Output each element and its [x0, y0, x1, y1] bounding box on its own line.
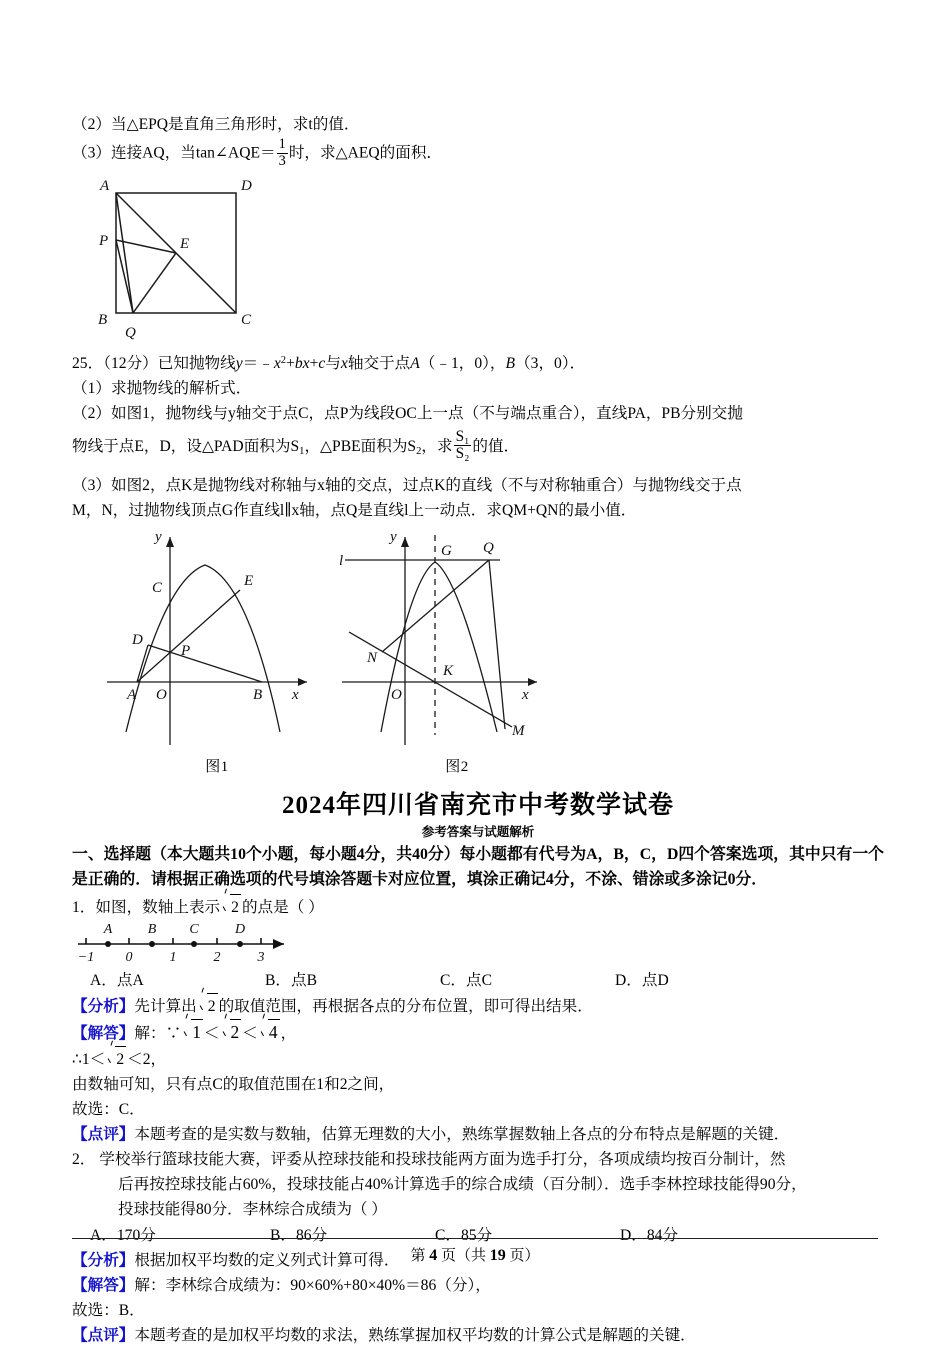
- q24-part3-pre: （3）连接AQ，当tan∠AQE＝: [72, 144, 276, 162]
- q24-part3: [72, 137, 884, 169]
- figure-2: [337, 527, 582, 752]
- numberline-tick-1: 1: [169, 949, 177, 965]
- q25-block: [72, 348, 884, 1348]
- label-b: B: [98, 312, 108, 328]
- numberline-tick-2: 2: [213, 949, 221, 965]
- q1-l2-post: ＜2，: [127, 1050, 167, 1068]
- q1-l2-pre: ∴1＜: [72, 1050, 106, 1068]
- section-heading-l3: 涂记0分．: [695, 871, 768, 889]
- fig1-label-c: C: [152, 579, 163, 596]
- section-heading: [72, 842, 884, 893]
- q1-analysis: [72, 993, 884, 1019]
- q2-answer: [72, 1273, 884, 1298]
- q24-part3-post: 时，求△AEQ的面积．: [288, 144, 443, 162]
- q1-option-d[interactable]: D．点D: [615, 971, 669, 989]
- label-c: C: [241, 312, 252, 328]
- q1-number-line: [72, 920, 884, 968]
- point-a-dot: [105, 941, 111, 947]
- q1-comment: [72, 1122, 884, 1147]
- q2-option-b[interactable]: B．86分: [270, 1226, 328, 1244]
- page-subtitle: 参考答案与试题解析: [421, 823, 535, 839]
- q25-p2-end: 的值．: [472, 437, 520, 455]
- point-b-dot: [149, 941, 155, 947]
- q24-part2: （2）当△EPQ是直角三角形时，求t的值．: [72, 116, 360, 133]
- numberline-label-b: B: [147, 921, 157, 937]
- q25-p2-post: ，求: [421, 437, 453, 455]
- q1-analysis-post: 的取值范围，再根据各点的分布位置，即可得出结果．: [218, 997, 593, 1015]
- sqrt-2-icon: 2: [221, 1019, 242, 1045]
- numberline-tick-0: 0: [125, 949, 133, 965]
- q25-part3-line1: （3）如图2，点K是抛物线对称轴与x轴的交点，过点K的直线（不与对称轴重合）与抛物线交于点: [72, 476, 742, 494]
- fig1-label-b: B: [253, 686, 263, 703]
- label-p: P: [99, 233, 109, 249]
- q25-part3-line2: M，N，过抛物线顶点G作直线l∥x轴，点Q是直线l上一动点．求QM+QN的最小值．: [72, 501, 637, 519]
- footer-prefix: 第: [410, 1248, 426, 1264]
- q25-stem: 25．（12分）已知抛物线$y=﹣x^2+bx+c$与x轴交于点A（﹣1，0），B（3，0）．: [72, 354, 586, 372]
- q1-stem-pre: 1．如图，数轴上表示: [72, 898, 221, 916]
- q1-answer-line4: 故选：C．: [72, 1100, 145, 1118]
- fig1-line-db: [148, 642, 262, 682]
- numberline-tick-neg1: −1: [77, 949, 95, 965]
- fig1-x-arrow: [298, 678, 307, 686]
- fig2-label-n: N: [367, 649, 378, 666]
- answer-tag: 【解答】: [72, 1276, 135, 1294]
- numberline-arrow: [273, 939, 284, 949]
- sqrt-2-icon: 2: [198, 993, 218, 1019]
- fraction-s1-s2: $\frac{\text{S₁}}{\text{S₂}}$: [455, 427, 470, 463]
- fig2-axis-y: y: [390, 528, 397, 545]
- sqrt-2-icon: 2: [221, 894, 241, 920]
- comment-tag: 【点评】: [72, 1125, 135, 1143]
- q1-options: [72, 968, 884, 993]
- fig1-axis-y: y: [155, 528, 162, 545]
- q2-answer-text: 解：李林综合成绩为：90×60%+80×40%＝86（分），: [134, 1276, 491, 1294]
- fig1-label-d: D: [132, 631, 143, 648]
- q1-stem-post: 的点是（ ）: [241, 898, 324, 916]
- label-a: A: [100, 178, 110, 194]
- q25-sub-2: 2: [416, 445, 422, 457]
- q2-comment-text: 本题考查的是加权平均数的求法，熟练掌握加权平均数的计算公式是解题的关键．: [134, 1326, 696, 1344]
- q1-lt-1: ＜: [203, 1024, 220, 1042]
- q1-answer-line3: 由数轴可知，只有点C的取值范围在1和2之间，: [72, 1075, 395, 1093]
- q2-option-a[interactable]: A．170分: [90, 1226, 156, 1244]
- fig1-label-o: O: [156, 686, 167, 703]
- numberline-tick-3: 3: [257, 949, 265, 965]
- q2-option-d[interactable]: D．84分: [620, 1226, 679, 1244]
- q2-stem-line2: 后再按控球技能占60%，投球技能占40%计算选手的综合成绩（百分制）．选手李林控球技能得90分，: [118, 1175, 807, 1193]
- sqrt-4-icon: 4: [259, 1019, 280, 1045]
- segment-e-q: [133, 253, 176, 313]
- q1-lt-2: ＜: [242, 1024, 258, 1042]
- fig2-y-arrow: [401, 537, 409, 547]
- figures-row: [72, 527, 884, 779]
- q1-answer-comma: ，: [280, 1024, 297, 1042]
- fig1-parabola: [126, 565, 280, 732]
- number-line-svg: [72, 920, 372, 968]
- fig2-label-m: M: [512, 722, 525, 739]
- q1-comment-text: 本题考查的是实数与数轴，估算无理数的大小，熟练掌握数轴上各点的分布特点是解题的关键．: [134, 1125, 790, 1143]
- square-figure-abcd: [78, 178, 288, 343]
- fig2-x-arrow: [528, 678, 537, 686]
- q2-analysis-text: 根据加权平均数的定义列式计算可得．: [134, 1251, 400, 1269]
- fraction-one-third: $\frac{1}{3}$: [278, 136, 286, 169]
- page-title: 2024年四川省南充市中考数学试卷: [281, 791, 674, 819]
- q2-stem-line3: 投球技能得80分．李林综合成绩为（ ）: [118, 1201, 387, 1219]
- fig1-label-e: E: [244, 572, 254, 589]
- fig2-label-g: G: [441, 542, 452, 559]
- q1-answer-pre: 解：∵: [134, 1024, 182, 1042]
- fig2-line-label-l: l: [339, 552, 344, 569]
- q1-answer: [72, 1019, 884, 1046]
- q2-answer-line4: 故选：B．: [72, 1301, 145, 1319]
- fig1-label-p: P: [181, 642, 191, 659]
- page-footer: [0, 1244, 950, 1265]
- numberline-label-c: C: [189, 921, 199, 937]
- answer-tag: 【解答】: [72, 1024, 135, 1042]
- label-d: D: [241, 178, 252, 194]
- q1-stem: [72, 894, 884, 920]
- fig1-y-arrow: [166, 537, 174, 547]
- numberline-label-d: D: [234, 921, 246, 937]
- q2-option-c[interactable]: C．85分: [435, 1226, 493, 1244]
- q25-part2-line1: （2）如图1，抛物线与y轴交于点C，点P为线段OC上一点（不与端点重合），直线PA，PB分别交抛: [72, 404, 743, 422]
- q25-p2-mid: ，△PBE面积为S: [304, 437, 417, 455]
- section-heading-l1: 一、选择题（本大题共10个小题，每小题4分，共40分）每小题都有代号为A，B，C，D四个答案选项，: [72, 845, 790, 863]
- figure-1-caption: 图1: [205, 758, 229, 775]
- q25-sub-1: 1: [299, 445, 305, 457]
- figure-2-svg: [337, 527, 582, 752]
- fig2-line-qm: [489, 560, 505, 729]
- q1-option-c[interactable]: C．点C: [440, 971, 492, 989]
- analysis-tag: 【分析】: [72, 1251, 135, 1269]
- segment-p-e: [116, 240, 176, 253]
- comment-tag: 【点评】: [72, 1326, 135, 1344]
- q1-analysis-pre: 先计算出: [134, 997, 197, 1015]
- q25-part2-line2: [72, 426, 884, 473]
- figure-2-caption: 图2: [445, 758, 469, 775]
- section-heading-l2: 其中只有一个是正确的．请根据正确选项的代号填涂答题卡对应位置，填涂正确记4分，不涂、错涂或多: [72, 845, 884, 889]
- q25-p2-pre: 物线于点E，D，设△PAD面积为S: [72, 437, 300, 455]
- fig2-line-mn: [349, 632, 512, 727]
- label-e: E: [180, 236, 190, 252]
- q2-stem-line1: 2． 学校举行篮球技能大赛，评委从控球技能和投球技能两方面为选手打分，各项成绩均按百分制计，然: [72, 1150, 786, 1168]
- point-d-dot: [237, 941, 243, 947]
- footer-suffix: 页）: [509, 1248, 540, 1264]
- fig1-line-ae: [137, 590, 240, 682]
- fig1-label-a: A: [127, 686, 137, 703]
- fig2-parabola: [381, 562, 497, 732]
- label-q: Q: [125, 325, 136, 341]
- sqrt-2-icon: 2: [106, 1046, 126, 1072]
- page-content: [72, 112, 884, 169]
- numberline-label-a: A: [103, 921, 113, 937]
- square-figure-svg: [78, 178, 288, 343]
- footer-divider: [72, 1238, 878, 1239]
- sqrt-1-icon: 1: [182, 1019, 203, 1045]
- footer-total-pages: 19: [489, 1247, 506, 1264]
- fig2-label-o: O: [391, 686, 402, 703]
- footer-page-number: 4: [429, 1247, 438, 1264]
- fig1-axis-x: x: [292, 686, 299, 703]
- figure-1: [102, 527, 332, 752]
- q25-part1: （1）求抛物线的解析式．: [72, 379, 252, 397]
- figure-1-svg: [102, 527, 332, 752]
- q1-answer-line2: [72, 1046, 884, 1072]
- q1-option-a[interactable]: A．点A: [90, 971, 144, 989]
- point-c-dot: [191, 941, 197, 947]
- footer-mid: 页（共: [440, 1248, 486, 1264]
- analysis-tag: 【分析】: [72, 997, 135, 1015]
- fig2-label-k: K: [443, 662, 454, 679]
- q1-option-b[interactable]: B．点B: [265, 971, 317, 989]
- fig2-axis-x: x: [522, 686, 529, 703]
- fig2-label-q: Q: [483, 539, 494, 556]
